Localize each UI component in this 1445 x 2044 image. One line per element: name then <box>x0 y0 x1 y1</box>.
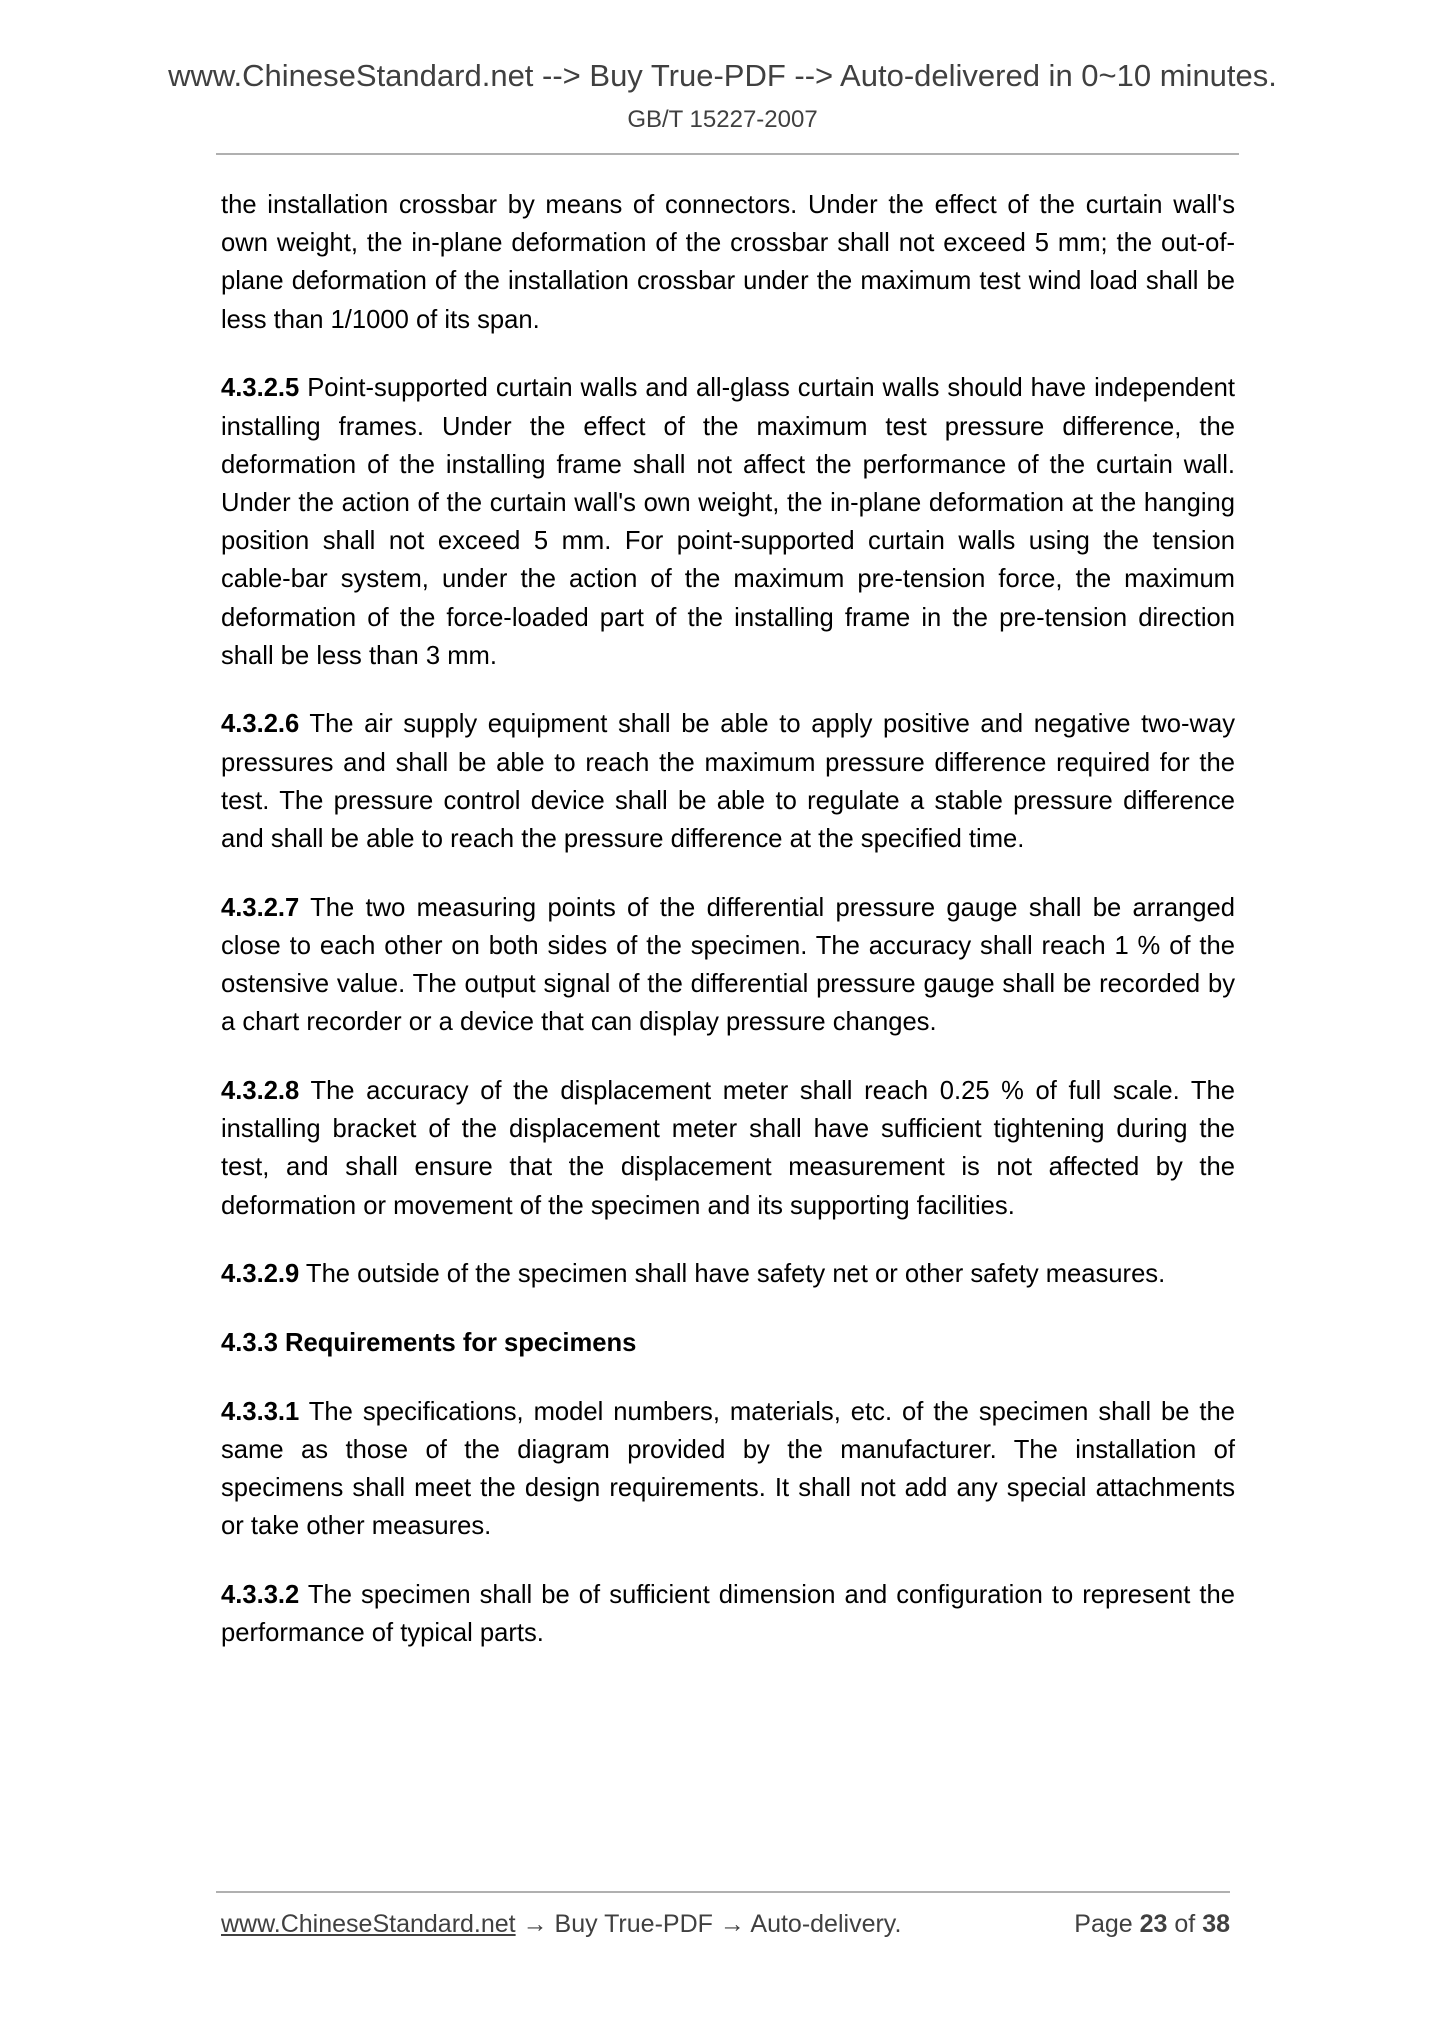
paragraph-text: The specifications, model numbers, materials, etc. of the specimen shall be the same as those of the diagram provided by the manufacturer. The installation of specimens shall meet the design requirements. It shall not add any special attachments or take other measures. <box>221 1397 1235 1541</box>
section-heading-text: 4.3.3 Requirements for specimens <box>221 1329 637 1358</box>
footer-text: → Buy True-PDF → Auto-delivery. <box>515 1910 902 1938</box>
clause-number: 4.3.3.1 <box>221 1397 300 1426</box>
paragraph <box>221 705 1235 858</box>
document-id: GB/T 15227-2007 <box>627 106 818 133</box>
paragraph-text: The two measuring points of the differential pressure gauge shall be arranged close to each other on both sides of the specimen. The accuracy shall reach 1 % of the ostensive value. The output signal of the differential pressure gauge shall be recorded by a chart recorder or a device that can display pressure changes. <box>221 893 1235 1037</box>
page-total: 38 <box>1202 1910 1230 1938</box>
paragraph <box>221 1576 1235 1652</box>
paragraph <box>221 1255 1235 1293</box>
clause-number: 4.3.2.5 <box>221 374 300 403</box>
clause-number: 4.3.3.2 <box>221 1581 300 1610</box>
paragraph <box>221 1072 1235 1225</box>
paragraph <box>221 1393 1235 1546</box>
paragraph <box>221 186 1235 339</box>
footer-left <box>221 1910 901 1939</box>
of-label: of <box>1167 1910 1203 1938</box>
page-indicator <box>1074 1910 1230 1939</box>
page-number: 23 <box>1139 1910 1168 1938</box>
page-label: Page <box>1074 1910 1140 1938</box>
paragraph <box>221 369 1235 675</box>
footer-divider <box>216 1891 1230 1893</box>
header-divider <box>216 153 1239 155</box>
paragraph-text: Point-supported curtain walls and all-glass curtain walls should have independent installing frames. Under the effect of the maximum test pressure difference, the deformation of the installing frame shall not affect the performance of the curtain wall. Under the action of the curtain wall's own weight, the in-plane deformation at the hanging position shall not exceed 5 mm. For point-supported curtain walls using the tension cable-bar system, under the action of the maximum pre-tension force, the maximum deformation of the force-loaded part of the installing frame in the pre-tension direction shall be less than 3 mm. <box>221 374 1235 670</box>
section-heading <box>221 1324 1235 1362</box>
document-body <box>221 186 1235 1683</box>
footer <box>221 1910 1230 1939</box>
paragraph-text: the installation crossbar by means of connectors. Under the effect of the curtain wall's own weight, the in-plane deformation of the crossbar shall not exceed 5 mm; the out-of-plane deformation of the installation crossbar under the maximum test wind load shall be less than 1/1000 of its span. <box>221 191 1235 334</box>
paragraph-text: The air supply equipment shall be able to apply positive and negative two-way pressures and shall be able to reach the maximum pressure difference required for the test. The pressure control device shall be able to regulate a stable pressure difference and shall be able to reach the pressure difference at the specified time. <box>221 710 1235 854</box>
clause-number: 4.3.2.9 <box>221 1260 300 1289</box>
paragraph-text: The accuracy of the displacement meter shall reach 0.25 % of full scale. The installing bracket of the displacement meter shall have sufficient tightening during the test, and shall ensure that the displacement measurement is not affected by the deformation or movement of the specimen and its supporting facilities. <box>221 1077 1235 1220</box>
footer-site-link[interactable]: www.ChineseStandard.net <box>221 1910 516 1938</box>
paragraph <box>221 889 1235 1042</box>
paragraph-text: The outside of the specimen shall have safety net or other safety measures. <box>299 1260 1166 1289</box>
header-banner: www.ChineseStandard.net --> Buy True-PDF --> Auto-delivered in 0~10 minutes. <box>168 58 1277 93</box>
paragraph-text: The specimen shall be of sufficient dimension and configuration to represent the performance of typical parts. <box>221 1581 1235 1648</box>
clause-number: 4.3.2.6 <box>221 710 300 739</box>
clause-number: 4.3.2.7 <box>221 893 300 922</box>
clause-number: 4.3.2.8 <box>221 1077 300 1106</box>
